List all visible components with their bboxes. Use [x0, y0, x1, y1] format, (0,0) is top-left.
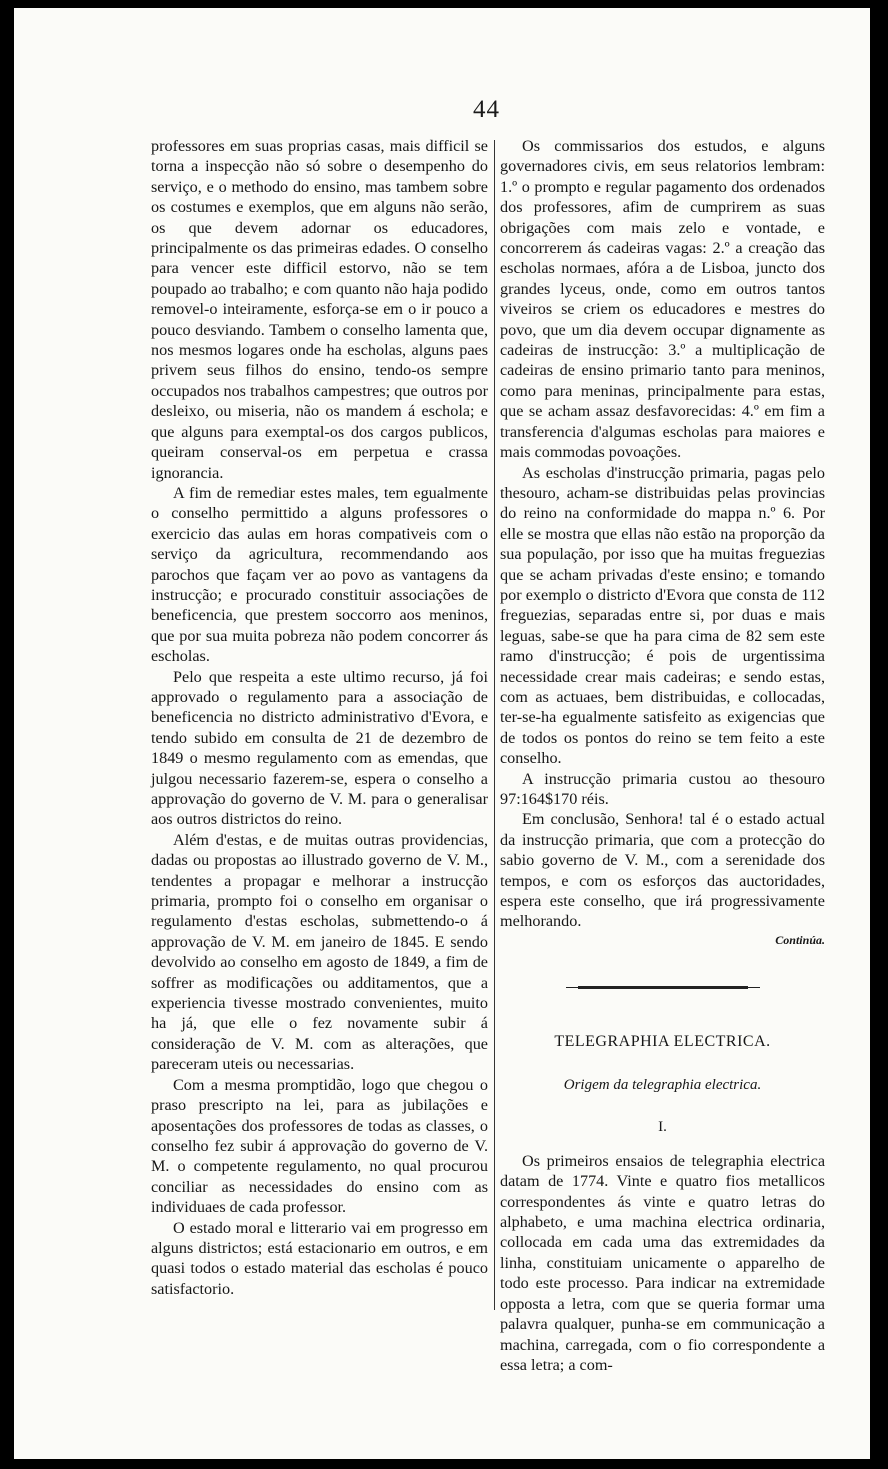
- section-number: I.: [658, 1118, 667, 1135]
- continua-note: Continúa.: [775, 932, 825, 947]
- left-column: [151, 136, 488, 1299]
- paragraph: Pelo que respeita a este ultimo recurso, já foi approvado o regulamento para a associação de beneficencia no districto administrativo d'Evora, e tendo subido em consulta de 21 de dezembro de 1849 o mesmo regulamento com as emendas, que julgou necessario fazerem-se, espera o conselho a approvação do governo de V. M. para o generalisar aos outros districtos do reino.: [151, 667, 488, 829]
- paragraph: O estado moral e litterario vai em progresso em alguns districtos; está estacionario em outros, e em quasi todos o estado material das escholas é pouco satisfactorio.: [151, 1218, 488, 1298]
- paragraph: Além d'estas, e de muitas outras providencias, dadas ou propostas ao illustrado governo de V. M., tendentes a propagar e melhorar a instrucção primaria, prompto foi o conselho em organisar o regulamento d'estas escholas, submettendo-o á approvação de V. M. em janeiro de 1845. E sendo devolvido ao conselho em agosto de 1849, a fim de soffrer as modificações ou additamentos, que a experiencia tivesse mostrado convenientes, muito ha já, que elle o fez novamente subir á consideração de V. M. com as alterações, que pareceram uteis ou necessarias.: [151, 830, 488, 1074]
- section-subtitle: Origem da telegraphia electrica.: [563, 1076, 762, 1093]
- paragraph: A fim de remediar estes males, tem egualmente o conselho permittido a alguns professores o exercicio das aulas em horas compativeis com o serviço da agricultura, recommendando aos parochos que façam ver ao povo as vantagens da instrucção; e procurado constituir associações de beneficencia, que prestem soccorro aos meninos, que por sua muita pobreza não podem concorrer ás escholas.: [151, 483, 488, 666]
- paragraph: As escholas d'instrucção primaria, pagas pelo thesouro, acham-se distribuidas pelas provincias do reino na conformidade do mappa n.º 6. Por elle se mostra que ellas não estão na proporção da sua população, por isso que ha muitas freguezias que se acham privadas d'este ensino; e tomando por exemplo o districto d'Evora que consta de 112 freguezias, separadas entre si, por duas e mais leguas, sabe-se que ha para cima de 82 sem este ramo d'instrucção; é pois de urgentissima necessidade crear mais cadeiras; e sendo estas, com as actuaes, bem distribuidas, e collocadas, ter-se-ha egualmente satisfeito as exigencias que de todos os pontos do reino se tem feito a este conselho.: [500, 463, 825, 768]
- column-divider: [494, 140, 495, 1310]
- newspaper-page: [14, 8, 870, 1459]
- section-divider-rule: [578, 986, 748, 989]
- right-column: [500, 136, 825, 1375]
- paragraph: A instrucção primaria custou ao thesouro 97:164$170 réis.: [500, 769, 825, 808]
- paragraph: Os primeiros ensaios de telegraphia electrica datam de 1774. Vinte e quatro fios metallicos correspondentes ás vinte e quatro letras do alphabeto, e uma machina electrica ordinaria, collocada em cada uma das extremidades da linha, constituiam unicamente o apparelho de todo este processo. Para indicar na extremidade opposta a letra, com que se queria formar uma palavra qualquer, punha-se em communicação a machina, carregada, com o fio correspondente a essa letra; a com-: [500, 1151, 825, 1374]
- paragraph: Com a mesma promptidão, logo que chegou o praso prescripto na lei, para as jubilações e aposentações dos professores de todas as classes, o conselho fez subir á approvação do governo de V. M. o competente regulamento, no qual procurou conciliar as necessidades do ensino com as individuaes de cada professor.: [151, 1075, 488, 1217]
- paragraph: Os commissarios dos estudos, e alguns governadores civis, em seus relatorios lembram: 1.º o prompto e regular pagamento dos ordenados dos professores, afim de cumprirem as suas obrigações com mais zelo e vontade, e concorrerem ás cadeiras vagas: 2.º a creação das escholas normaes, afóra a de Lisboa, juncto dos grandes lyceus, onde, como em outros tantos viveiros se criem os educadores e mestres do povo, que um dia devem occupar dignamente as cadeiras de instrucção: 3.º a multiplicação de cadeiras de ensino primario tanto para meninos, como para meninas, principalmente para estas, que se acham assaz desfavorecidas: 4.º em fim a transferencia d'algumas escholas para maiores e mais commodas povoações.: [500, 137, 825, 462]
- paragraph: Em conclusão, Senhora! tal é o estado actual da instrucção primaria, que com a protecção do sabio governo de V. M., com a serenidade dos tempos, e com os esforços das auctoridades, espera este conselho, que irá progressivamente melhorando.: [500, 810, 825, 931]
- page-number: 44: [473, 96, 500, 123]
- paragraph: professores em suas proprias casas, mais difficil se torna a inspecção não só sobre o desempenho do serviço, e o methodo do ensino, mas tambem sobre os costumes e exemplos, que em alguns não serão, os que devem adornar os educadores, principalmente os das primeiras edades. O conselho para vencer este difficil estorvo, não se tem poupado ao trabalho; e com quanto não haja podido removel-o inteiramente, esforça-se em o ir pouco a pouco desviando. Tambem o conselho lamenta que, nos mesmos logares onde ha escholas, alguns paes privem seus filhos do ensino, tendo-os sempre occupados nos trabalhos campestres; que outros por desleixo, ou miseria, não os mandem á eschola; e que alguns para exemptal-os dos cargos publicos, queiram conserval-os em perpetua e crassa ignorancia.: [151, 137, 488, 482]
- section-title: TELEGRAPHIA ELECTRICA.: [554, 1032, 771, 1050]
